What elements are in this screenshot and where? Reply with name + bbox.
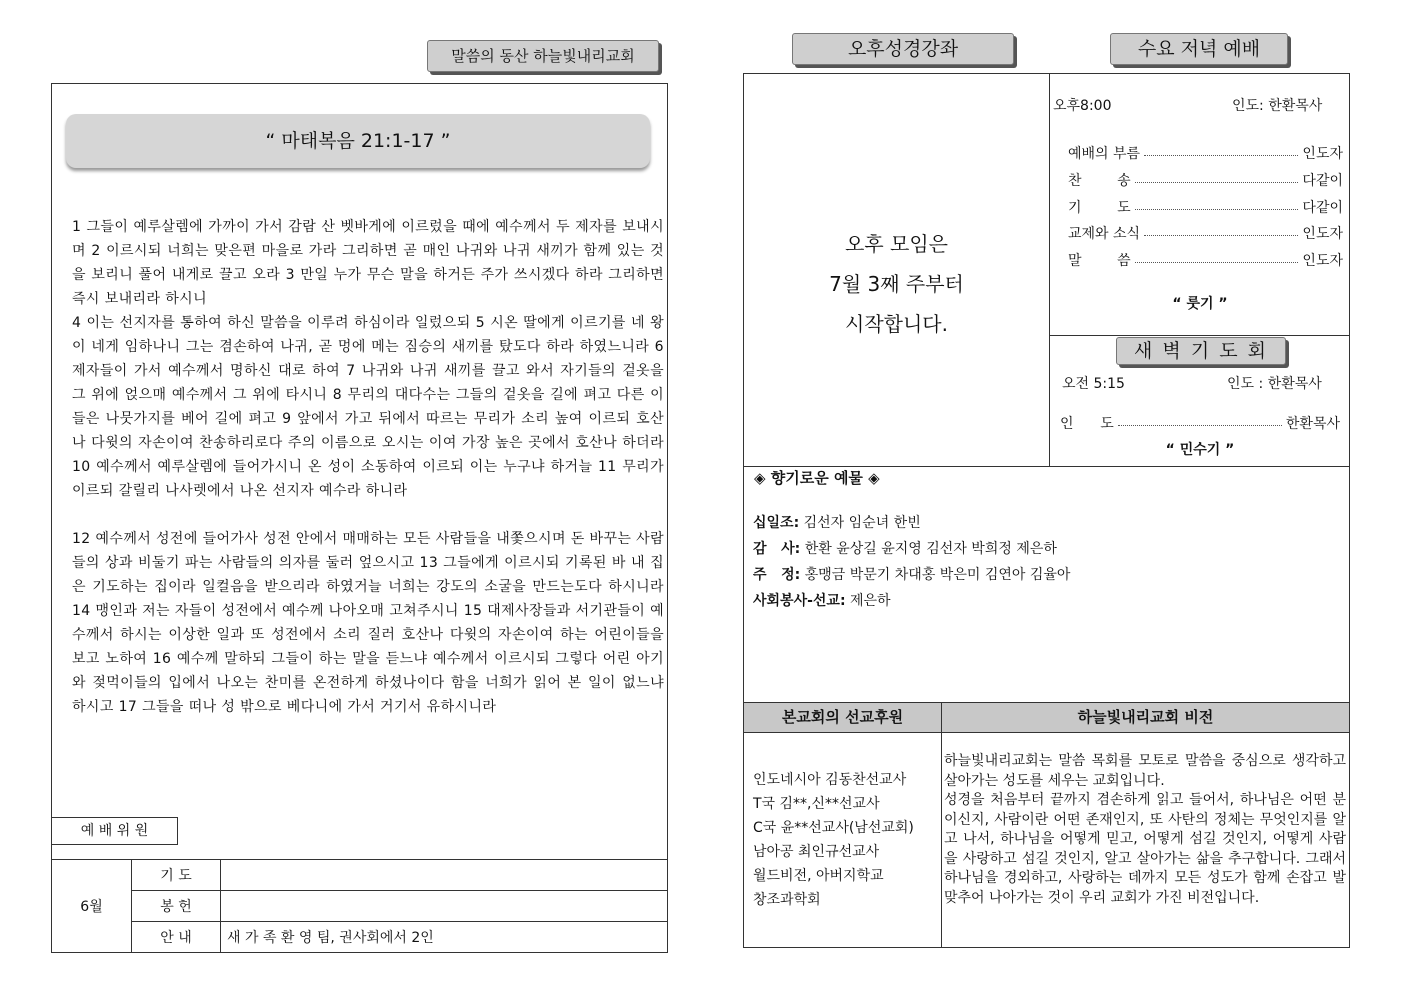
order-item: 기 도 — [1068, 200, 1131, 216]
wednesday-sermon: “ 룻기 ” — [1172, 296, 1228, 312]
mission-item: 창조과학회 — [753, 892, 821, 908]
missions-list — [753, 768, 914, 912]
offering-label: 사회봉사-선교: — [753, 593, 846, 609]
order-who: 인도자 — [1302, 226, 1343, 242]
order-who: 한환목사 — [1285, 416, 1340, 432]
order-row — [1068, 250, 1343, 270]
scripture-title: “ 마태복음 21:1-17 ” — [66, 114, 650, 168]
mission-item: 인도네시아 김동찬선교사 — [753, 772, 907, 788]
afternoon-bible-class-tag: 오후성경강좌 — [792, 33, 1014, 65]
offering-row — [753, 588, 1070, 614]
dawn-leader: 인도 : 한환목사 — [1227, 376, 1322, 392]
offering-names: 한환 윤상길 윤지영 김선자 박희정 제은하 — [800, 541, 1057, 557]
order-who: 인도자 — [1302, 253, 1343, 269]
dawn-prayer-tag: 새 벽 기 도 회 — [1116, 337, 1286, 365]
duty-role: 기 도 — [132, 860, 221, 891]
vision-paragraph: 하늘빛내리교회는 말씀 목회를 모토로 말씀을 중심으로 생각하고 살아가는 성도를 세우는 교회입니다. — [944, 753, 1346, 789]
worship-duty-tag: 예 배 위 원 — [51, 817, 178, 845]
order-who: 다같이 — [1302, 200, 1343, 216]
order-item: 인 도 — [1060, 416, 1114, 432]
dawn-sermon: “ 민수기 ” — [1165, 442, 1235, 458]
duty-value: 새 가 족 환 영 팀, 권사회에서 2인 — [221, 922, 668, 953]
offering-names: 제은하 — [845, 593, 891, 609]
offering-label: 십일조: — [753, 515, 800, 531]
divider — [941, 732, 942, 948]
vision-header: 하늘빛내리교회 비전 — [941, 702, 1350, 733]
scripture-paragraph-2: 4 이는 선지자를 통하여 하신 말씀을 이루려 하심이라 일렀으되 5 시온 딸에게 이르기를 네 왕이 네게 임하나니 그는 겸손하여 나귀, 곧 멍에 메는 짐승의 새끼를 탔도다 하라 하였느니라 6 제자들이 가서 예수께서 명하신 대로 하여 7 나귀와 나귀 새끼를 끌고 와서 자기들의 겉옷을 그 위에 얹으매 예수께서 그 위에 타시니 8 무리의 대다수는 그들의 겉옷을 길에 펴고 다른 이들은 나뭇가지를 베어 길에 펴고 9 앞에서 가고 뒤에서 따르는 무리가 소리 높여 이르되 호산나 다윗의 자손이여 찬송하리로다 주의 이름으로 오시는 이여 가장 높은 곳에서 호산나 하더라 10 예수께서 예루살렘에 들어가시니 온 성이 소동하여 이르되 이는 누구냐 하거늘 11 무리가 이르되 갈릴리 나사렛에서 나온 선지자 예수라 하니라 — [72, 315, 664, 499]
offering-row — [753, 562, 1070, 588]
duty-row — [52, 860, 668, 891]
order-item: 예배의 부름 — [1068, 146, 1141, 162]
offering-title: ◈ 향기로운 예물 ◈ — [754, 469, 880, 487]
order-row — [1068, 143, 1343, 163]
wednesday-service-tag: 수요 저녁 예배 — [1110, 33, 1288, 65]
vision-paragraph: 성경을 처음부터 끝까지 겸손하게 읽고 들어서, 하나님은 어떤 분이신지, 사람이란 어떤 존재인지, 또 사탄의 정체는 무엇인지를 알고 나서, 하나님을 어떻게 믿고, 어떻게 섬길 것인지, 어떻게 사람을 사랑하고 섬길 것인지, 알고 살아가는 삶을 추구합니다. 그래서 하나님을 경외하고, 사랑하는 데까지 모든 성도가 함께 손잡고 발 맞추어 나아가는 것이 우리 교회가 가진 비전입니다. — [944, 792, 1346, 906]
mission-item: 월드비전, 아버지학교 — [753, 868, 884, 884]
offering-row — [753, 510, 1070, 536]
duty-role: 안 내 — [132, 922, 221, 953]
order-item: 말 씀 — [1068, 253, 1131, 269]
offering-names: 김선자 임순녀 한빈 — [799, 515, 921, 531]
mission-item: T국 김**,신**선교사 — [753, 796, 880, 812]
scripture-text — [72, 215, 664, 719]
vision-text — [944, 752, 1346, 908]
order-row — [1068, 170, 1343, 190]
order-who: 인도자 — [1302, 146, 1343, 162]
duty-month: 6월 — [52, 860, 132, 953]
duty-value — [221, 860, 668, 891]
dawn-order-row — [1060, 413, 1340, 433]
wednesday-time: 오후8:00 — [1053, 98, 1112, 114]
mission-item: C국 윤**선교사(남선교회) — [753, 820, 914, 836]
order-row — [1068, 223, 1343, 243]
duty-row — [52, 891, 668, 922]
order-item: 교제와 소식 — [1068, 226, 1141, 242]
worship-duty-table — [51, 859, 668, 953]
church-name-tag: 말씀의 동산 하늘빛내리교회 — [427, 40, 659, 72]
offering-list — [753, 510, 1070, 614]
divider — [1049, 73, 1050, 466]
offering-label: 주 정: — [753, 567, 801, 583]
scripture-paragraph-3: 12 예수께서 성전에 들어가사 성전 안에서 매매하는 모든 사람들을 내쫓으시며 돈 바꾸는 사람들의 상과 비둘기 파는 사람들의 의자를 둘러 엎으시고 13 그들에게 이르시되 기록된 바 내 집은 기도하는 집이라 일컬음을 받으리라 하였거늘 너희는 강도의 소굴을 만드는도다 하시니라 14 맹인과 저는 자들이 성전에서 예수께 나아오매 고쳐주시니 15 대제사장들과 서기관들이 예수께서 하시는 이상한 일과 또 성전에서 소리 질러 호산나 다윗의 자손이여 하는 어린이들을 보고 노하여 16 예수께 말하되 그들이 하는 말을 듣느냐 예수께서 이르시되 그렇다 어린 아기와 젖먹이들의 입에서 나오는 찬미를 온전하게 하셨나이다 함을 너희가 읽어 본 일이 없느냐 하시고 17 그들을 떠나 성 밖으로 베다니에 가서 거기서 유하시니라 — [72, 531, 665, 715]
offering-names: 홍맹금 박문기 차대홍 박은미 김연아 김율아 — [800, 567, 1071, 583]
scripture-paragraph-1: 1 그들이 예루살렘에 가까이 가서 감람 산 벳바게에 이르렀을 때에 예수께서 두 제자를 보내시며 2 이르시되 너희는 맞은편 마을로 가라 그리하면 곧 매인 나귀와 나귀 새끼가 함께 있는 것을 보리니 풀어 내게로 끌고 오라 3 만일 누가 무슨 말을 하거든 주가 쓰시겠다 하라 그리하면 즉시 보내리라 하시니 — [72, 219, 664, 307]
offering-row — [753, 536, 1070, 562]
offering-label: 감 사: — [753, 541, 801, 557]
afternoon-notice — [744, 224, 1049, 344]
mission-item: 남아공 최인규선교사 — [753, 844, 880, 860]
duty-value — [221, 891, 668, 922]
order-row — [1068, 197, 1343, 217]
notice-line: 시작합니다. — [845, 312, 948, 336]
wednesday-leader: 인도: 한환목사 — [1232, 98, 1323, 114]
missions-header: 본교회의 선교후원 — [743, 702, 942, 733]
notice-line: 7월 3째 주부터 — [829, 272, 964, 296]
divider — [1049, 335, 1349, 336]
order-item: 찬 송 — [1068, 173, 1131, 189]
notice-line: 오후 모임은 — [845, 232, 948, 256]
duty-row — [52, 922, 668, 953]
duty-role: 봉 헌 — [132, 891, 221, 922]
dawn-time: 오전 5:15 — [1062, 376, 1125, 392]
order-who: 다같이 — [1302, 173, 1343, 189]
